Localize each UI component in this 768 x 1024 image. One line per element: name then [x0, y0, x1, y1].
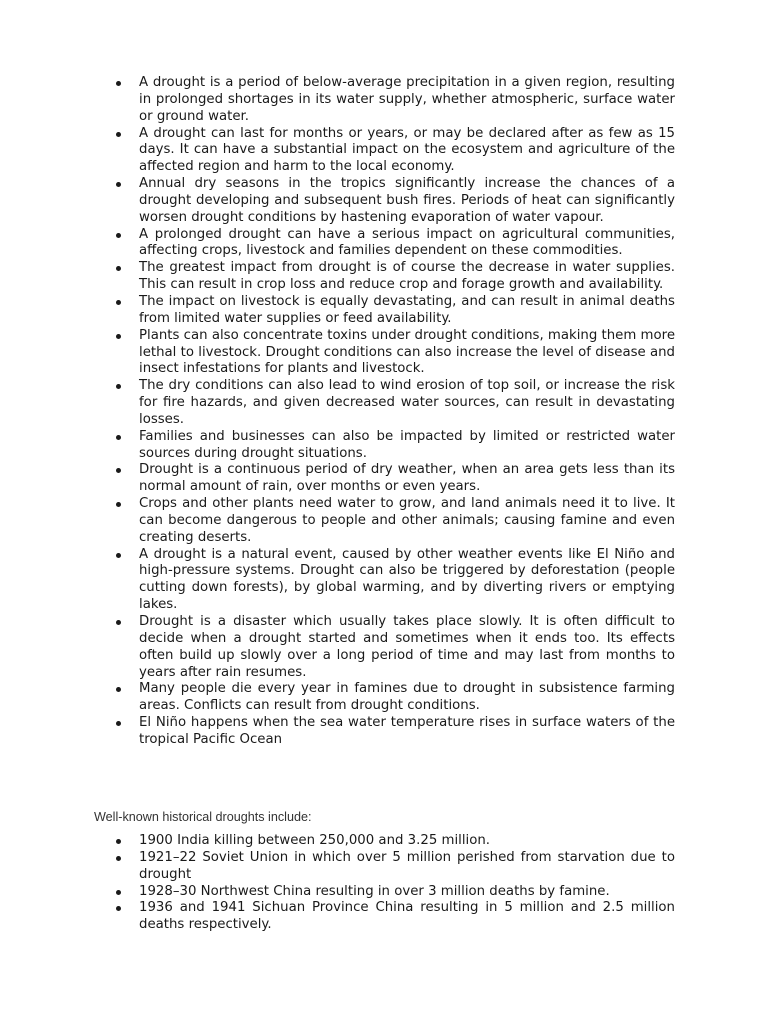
- historical-droughts-list: [114, 833, 675, 934]
- bullet-icon: [116, 81, 121, 86]
- list-item-text: A drought is a period of below-average precipitation in a given region, resulting in prolonged shortages in its water supply, whether atmospheric, surface water or ground water.: [139, 75, 675, 124]
- list-item: [114, 260, 675, 294]
- list-item-text: Many people die every year in famines due to drought in subsistence farming areas. Conflicts can result from drought conditions.: [139, 681, 675, 714]
- list-item: [114, 681, 675, 715]
- list-item: [114, 833, 675, 850]
- bullet-icon: [116, 839, 121, 844]
- list-item-text: Families and businesses can also be impacted by limited or restricted water sources during drought situations.: [139, 428, 675, 461]
- historical-droughts-intro: Well-known historical droughts include:: [94, 810, 312, 824]
- bullet-icon: [116, 384, 121, 389]
- list-item: [114, 176, 675, 227]
- bullet-icon: [116, 182, 121, 187]
- list-item-text: A prolonged drought can have a serious impact on agricultural communities, affecting crops, livestock and families dependent on these commodities.: [139, 226, 675, 259]
- bullet-icon: [116, 890, 121, 895]
- bullet-icon: [116, 721, 121, 726]
- list-item-text: The dry conditions can also lead to wind erosion of top soil, or increase the risk for fire hazards, and given decreased water sources, can result in devastating losses.: [139, 378, 675, 427]
- bullet-icon: [116, 468, 121, 473]
- list-item: [114, 547, 675, 614]
- list-item-text: 1900 India killing between 250,000 and 3.25 million.: [139, 833, 491, 848]
- bullet-icon: [116, 620, 121, 625]
- list-item: [114, 429, 675, 463]
- list-item-text: Plants can also concentrate toxins under drought conditions, making them more lethal to livestock. Drought conditions can also increase the level of disease and insect infestations for plants and livestock.: [139, 327, 675, 377]
- bullet-icon: [116, 300, 121, 305]
- bullet-icon: [116, 233, 121, 238]
- list-item: [114, 884, 675, 901]
- bullet-icon: [116, 435, 121, 440]
- list-item-text: 1921–22 Soviet Union in which over 5 million perished from starvation due to drought: [139, 849, 675, 882]
- list-item-text: 1936 and 1941 Sichuan Province China resulting in 5 million and 2.5 million deaths respectively.: [139, 900, 675, 933]
- bullet-icon: [116, 687, 121, 692]
- list-item-text: Drought is a disaster which usually takes place slowly. It is often difficult to decide when a drought started and sometimes when it ends too. Its effects often build up slowly over a long period of time and may last from months to years after rain resumes.: [139, 614, 675, 680]
- list-item: [114, 614, 675, 681]
- bullet-icon: [116, 132, 121, 137]
- list-item: [114, 900, 675, 934]
- bullet-icon: [116, 334, 121, 339]
- list-item-text: Crops and other plants need water to grow, and land animals need it to live. It can become dangerous to people and other animals; causing famine and even creating deserts.: [139, 496, 675, 545]
- bullet-icon: [116, 502, 121, 507]
- bullet-icon: [116, 856, 121, 861]
- list-item-text: 1928–30 Northwest China resulting in over 3 million deaths by famine.: [139, 883, 610, 899]
- list-item: [114, 75, 675, 126]
- list-item: [114, 496, 675, 547]
- list-item-text: A drought can last for months or years, or may be declared after as few as 15 days. It can have a substantial impact on the ecosystem and agriculture of the affected region and harm to the local economy.: [139, 125, 675, 175]
- bullet-icon: [116, 266, 121, 271]
- bullet-icon: [116, 906, 121, 911]
- list-item: [114, 328, 675, 379]
- list-item: [114, 294, 675, 328]
- list-item: [114, 715, 675, 749]
- drought-facts-list: [114, 75, 675, 749]
- list-item-text: El Niño happens when the sea water temperature rises in surface waters of the tropical Pacific Ocean: [139, 715, 675, 747]
- list-item-text: The greatest impact from drought is of course the decrease in water supplies. This can result in crop loss and reduce crop and forage growth and availability.: [139, 260, 675, 293]
- list-item-text: Annual dry seasons in the tropics significantly increase the chances of a drought developing and subsequent bush fires. Periods of heat can significantly worsen drought conditions by hastening evaporation of water vapour.: [139, 176, 675, 225]
- bullet-icon: [116, 553, 121, 558]
- list-item-text: The impact on livestock is equally devastating, and can result in animal deaths from limited water supplies or feed availability.: [139, 293, 675, 326]
- list-item-text: Drought is a continuous period of dry weather, when an area gets less than its normal amount of rain, over months or even years.: [139, 462, 675, 495]
- list-item: [114, 126, 675, 177]
- list-item: [114, 462, 675, 496]
- list-item: [114, 850, 675, 884]
- list-item: [114, 227, 675, 261]
- list-item: [114, 378, 675, 429]
- list-item-text: A drought is a natural event, caused by other weather events like El Niño and high-pressure systems. Drought can also be triggered by deforestation (people cutting down forests), by global warming, and by diverting rivers or emptying lakes.: [139, 546, 675, 613]
